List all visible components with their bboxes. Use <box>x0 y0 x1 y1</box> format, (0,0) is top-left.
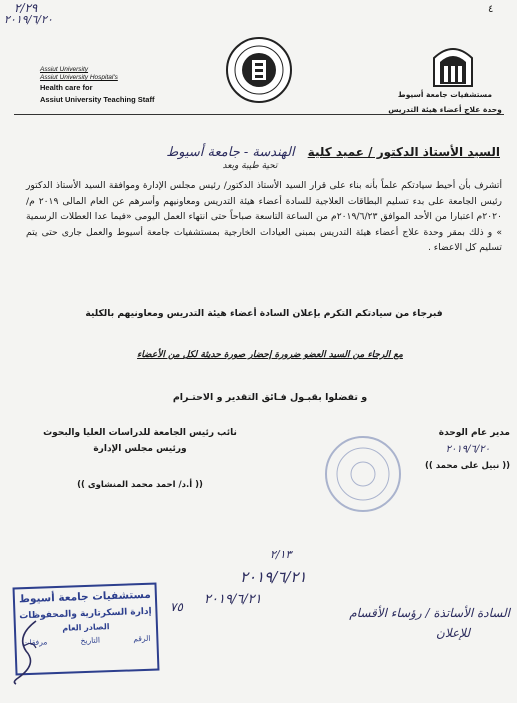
request-line: فبرجاء من سيادتكم التكرم بإعلان السادة أعضاء هيئة التدريس ومعاونيهم بالكلية <box>85 308 443 319</box>
handwritten-corner-line1: ٢/٢٩ <box>14 1 38 15</box>
handwritten-forward-line1: السادة الأساتذة / رؤساء الأقسام <box>349 606 510 620</box>
left-signature-subtitle: ورئيس مجلس الإدارة <box>93 444 187 454</box>
handwritten-forward <box>270 606 510 640</box>
handwritten-corner-line2: ٢٠١٩/٦/٢٠ <box>4 13 53 26</box>
stamp-date-label: التاريخ <box>80 635 101 646</box>
greeting: تحية طيبة وبعد <box>222 161 278 171</box>
handwritten-date-right: ٢٠١٩/٦/٢١ <box>204 592 262 607</box>
stamp-line2: إدارة السكرتارية والمحفوظات <box>19 606 152 622</box>
stamp-attachments-label: مرفقات <box>22 637 48 648</box>
english-header-line4: Assiut University Teaching Staff <box>40 95 155 104</box>
english-header-line3: Health care for <box>40 83 93 92</box>
stamp-line1: مستشفيات جامعة أسيوط <box>18 588 151 606</box>
addressee-handwritten: الهندسة - جامعة أسيوط <box>166 145 295 160</box>
handwritten-middle-2: ٢٠١٩/٦/٢١ <box>240 568 307 586</box>
handwritten-middle-1: ٢/١٣ <box>270 548 292 561</box>
handwritten-scribble <box>6 616 46 686</box>
addressee <box>60 141 500 160</box>
note-line: مع الرجاء من السيد العضو ضرورة إحضار صورة حديثة لكل من الأعضاء <box>137 350 403 360</box>
english-header-line1: Assiut University <box>40 66 89 73</box>
english-header-line2: Assiut University Hospital's <box>40 74 118 81</box>
right-header <box>380 90 510 114</box>
handwritten-corner-note <box>4 2 74 26</box>
left-signature-title: نائب رئيس الجامعة للدراسات العليا والبحوث <box>43 428 237 438</box>
english-header <box>40 66 190 104</box>
right-header-subtitle: وحدة علاج أعضاء هيئة التدريس <box>388 105 502 114</box>
left-signature <box>30 428 250 490</box>
stamp-line3: الصادر العام <box>62 622 110 633</box>
handwritten-forward-line2: للإعلان <box>436 626 470 640</box>
right-signature <box>370 428 510 471</box>
right-signature-date: ٢٠١٩/٦/٢٠ <box>445 444 490 455</box>
closing-line: و تفضلوا بقبـول فـائق التقدير و الاحتـرام <box>172 392 368 403</box>
hospital-building-logo <box>420 38 486 88</box>
right-header-caption: مستشفيات جامعة أسيوط <box>397 90 493 99</box>
handwritten-number: ٧٥ <box>170 600 183 614</box>
right-signature-title: مدير عام الوحدة <box>438 428 510 438</box>
body-paragraph: أتشرف بأن أحيط سيادتكم علماً بأنه بناء على قرار السيد الأستاذ الدكتور/ رئيس مجلس الإدارة وموافقة السيد الأستاذ الدكتور رئيس الجامعة على بدء تسليم البطاقات العلاجية للسادة أعضاء هيئة التدريس ومعاونيهم وأسرهم عن العام المالى ٢٠١٩ م/٢٠٢٠م اعتبارا من الأحد الموافق ٢٠١٩/٦/٢٣م من الساعة التاسعة صباحاً حتى انتهاء العمل اليومى «فيما عدا العطلات الرسمية » و ذلك بمقر وحدة علاج أعضاء هيئة التدريس بمبنى العيادات الخارجية بمستشفيات جامعة أسيوط والعمل جارى حتى يتم تسليم كل الاعضاء . <box>26 180 502 254</box>
page-marker: ٤ <box>488 4 494 15</box>
left-signature-name: (( أ.د/ احمد محمد المنشاوى )) <box>77 480 203 490</box>
stamp-number-label: الرقم <box>133 633 151 644</box>
university-seal-logo <box>225 36 293 104</box>
header-divider <box>14 114 504 115</box>
addressee-printed: السيد الأستاذ الدكتور / عميد كلية <box>307 145 500 159</box>
right-signature-name: (( نبيل على محمد )) <box>425 461 510 471</box>
